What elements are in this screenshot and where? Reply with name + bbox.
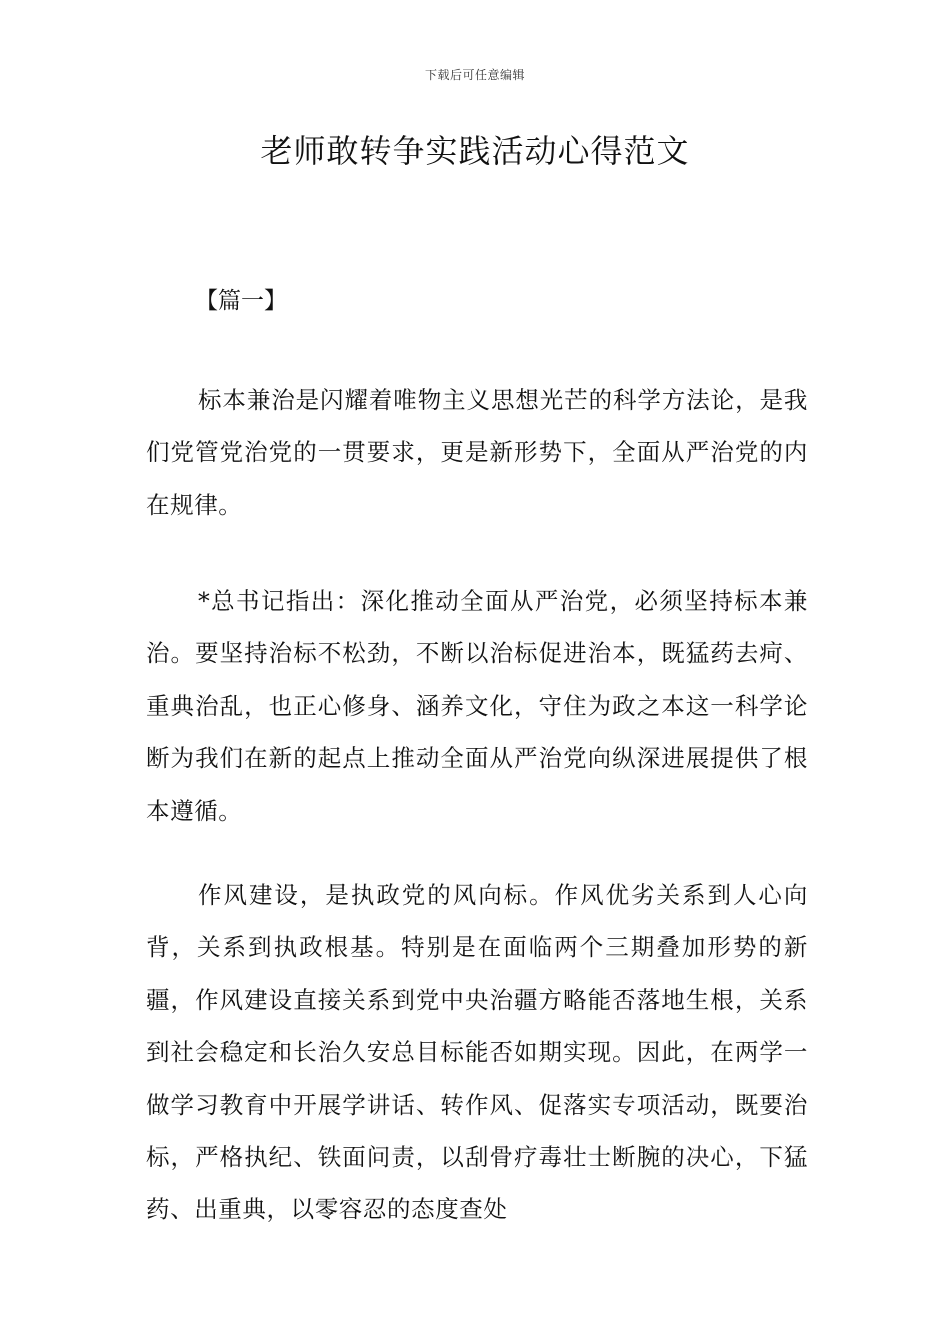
paragraph-1: 标本兼治是闪耀着唯物主义思想光芒的科学方法论，是我们党管党治党的一贯要求，更是新形势下，全面从严治党的内在规律。 xyxy=(146,386,808,519)
document-title: 老师敢转争实践活动心得范文 xyxy=(260,132,690,170)
header-note: 下载后可任意编辑 xyxy=(424,68,525,82)
section-heading: 【篇一】 xyxy=(195,288,287,314)
paragraph-3: 作风建设，是执政党的风向标。作风优劣关系到人心向背，关系到执政根基。特别是在面临两个三期叠加形势的新疆，作风建设直接关系到党中央治疆方略能否落地生根，关系到社会稳定和长治久安总目标能否如期实现。因此，在两学一做学习教育中开展学讲话、转作风、促落实专项活动，既要治标，严格执纪、铁面问责，以刮骨疗毒壮士断腕的决心，下猛药、出重典，以零容忍的态度查处 xyxy=(146,881,808,1224)
paragraph-2: *总书记指出：深化推动全面从严治党，必须坚持标本兼治。要坚持治标不松劲，不断以治标促进治本，既猛药去疴、重典治乱，也正心修身、涵养文化，守住为政之本这一科学论断为我们在新的起点上推动全面从严治党向纵深进展提供了根本遵循。 xyxy=(146,587,808,825)
